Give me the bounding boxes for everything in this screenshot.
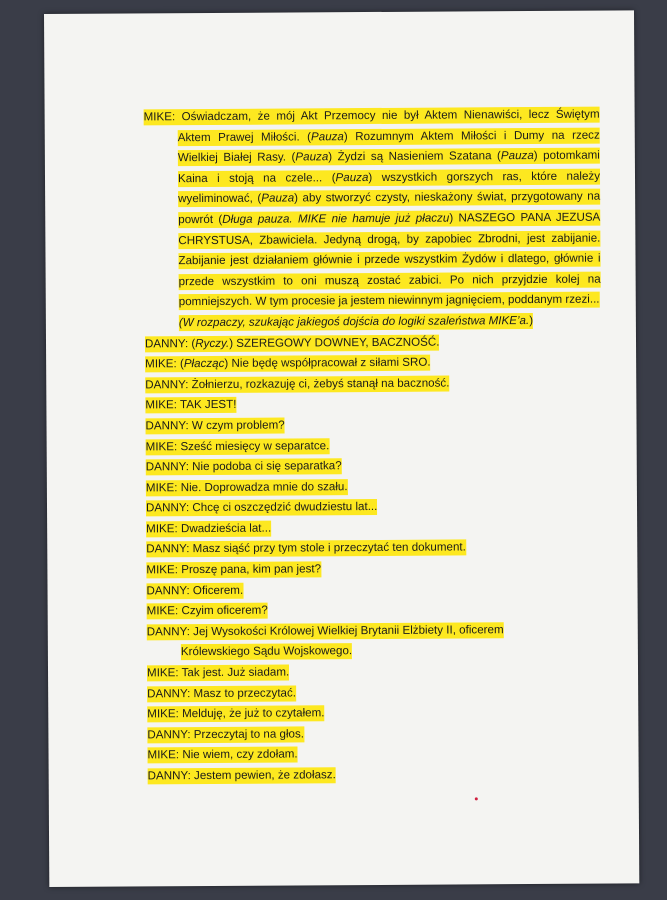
script-text <box>144 105 604 787</box>
dialogue-line: MIKE: Melduję, że już to czytałem. <box>147 706 325 721</box>
dialogue-line: MIKE: Czyim oficerem? <box>146 603 268 618</box>
stage-direction: Pauza <box>261 191 295 206</box>
dialogue-line: DANNY: Masz siąść przy tym stole i przeczytać ten dokument. <box>146 540 466 556</box>
stage-direction: Pauza <box>310 129 344 143</box>
dialogue-line: MIKE: Tak jest. Już siadam. <box>146 665 290 680</box>
monologue-text: ) Żydzi są Nasieniem Szatana ( <box>328 149 501 164</box>
dialogue-line: DANNY: Jej Wysokości Królowej Wielkiej Brytanii Elżbiety II, oficerem <box>146 623 504 639</box>
dialogue-line: DANNY: Masz to przeczytać. <box>147 686 297 701</box>
dialogue-line: DANNY: Żołnierzu, rozkazuję ci, żebyś stanął na baczność. <box>145 376 450 392</box>
stage-direction-close: ) <box>529 313 534 327</box>
dialogue-line: MIKE: Proszę pana, kim pan jest? <box>146 562 322 577</box>
dialogue-line: MIKE: (Płacząc) Nie będę współpracował z siłami SRO. <box>145 355 431 371</box>
monologue-text: ) NASZEGO PANA JEZUSA CHRYSTUSA, Zbawiciela. Jedyną drogą, by zapobiec Zbrodni, jest zabijanie. Zabijanie jest działaniem głównie i przede wszystkim Żydów i dlatego, głównie i przede wszystkim to oni muszą zostać zabici. Po nich przyjdzie kolej na pomniejszych. W tym procesie ja jestem niewinnym jagnięciem, poddanym rzezi... <box>178 210 601 309</box>
dialogue-line-continued: Królewskiego Sądu Wojskowego. <box>180 644 353 659</box>
dialogue-line: DANNY: Nie podoba ci się separatka? <box>145 459 342 474</box>
dialogue-line: DANNY: Jestem pewien, że zdołasz. <box>147 768 336 783</box>
stage-direction: Płacząc <box>183 357 225 371</box>
dialogue-line: MIKE: Dwadzieścia lat... <box>146 521 272 536</box>
dialogue-line: MIKE: Sześć miesięcy w separatce. <box>145 438 330 453</box>
dialogue-line: MIKE: Nie. Doprowadza mnie do szału. <box>145 479 348 495</box>
dialogue-line: DANNY: W czym problem? <box>145 418 285 433</box>
monologue-text: ) aby stworzyć czysty, nieskażony świat, przygotowany na powrót ( <box>178 189 601 227</box>
stage-direction: Pauza <box>500 149 534 163</box>
dialogue-line: MIKE: Nie wiem, czy zdołam. <box>147 747 298 762</box>
stage-direction: Pauza <box>335 170 369 185</box>
document-page <box>44 10 639 887</box>
dialogue-line: MIKE: TAK JEST! <box>145 398 237 412</box>
dialogue-line: DANNY: Chcę ci oszczędzić dwudziestu lat... <box>145 500 378 515</box>
mike-monologue <box>144 105 601 314</box>
monologue-text: ) wszystkich gorszych ras, które należy wyeliminować, ( <box>178 169 601 206</box>
stage-direction: Ryczy. <box>195 336 230 350</box>
stage-direction: Pauza <box>295 150 329 164</box>
monologue-text: ) Rozumnym Aktem Miłości i Dumy na rzecz Wielkiej Białej Rasy. ( <box>177 128 600 165</box>
dialogue-line: DANNY: Przeczytaj to na głos. <box>147 727 305 742</box>
monologue-text: ) potomkami Kaina i stoją na czele... ( <box>177 148 600 185</box>
dialogue-line: DANNY: Oficerem. <box>146 583 244 598</box>
ink-dot <box>475 797 478 800</box>
monologue-text: MIKE: Oświadczam, że mój Akt Przemocy nie był Aktem Nienawiści, lecz Świętym Aktem Prawej Miłości. ( <box>143 107 600 144</box>
stage-direction: Długa pauza. MIKE nie hamuje już płaczu <box>222 211 450 226</box>
stage-direction-line <box>145 311 601 334</box>
dialogue-line: DANNY: (Ryczy.) SZEREGOWY DOWNEY, BACZNOŚĆ. <box>144 335 440 350</box>
stage-direction: (W rozpaczy, szukając jakiegoś dojścia do logiki szaleństwa MIKE’a. <box>178 313 530 330</box>
